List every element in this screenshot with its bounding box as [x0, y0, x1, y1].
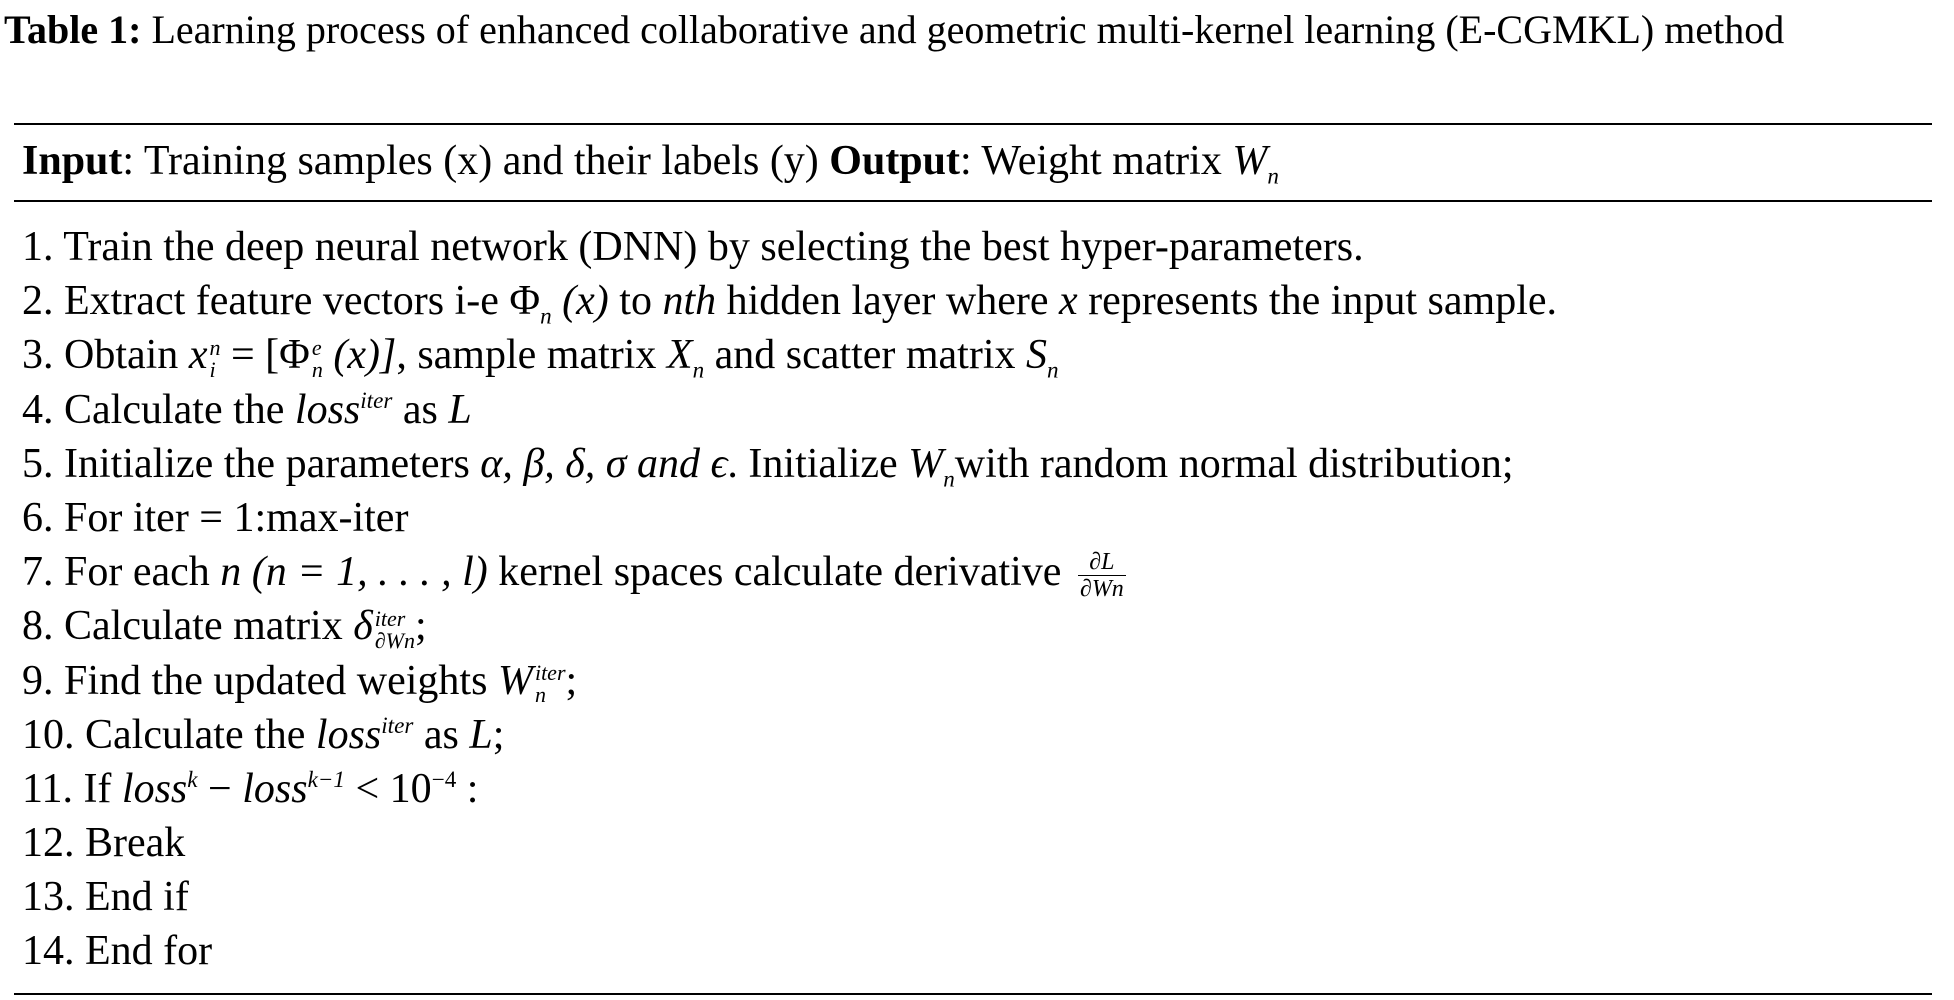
- step-2-d: represents the input sample.: [1077, 278, 1558, 325]
- step-7-b: kernel spaces calculate derivative: [487, 549, 1072, 596]
- step-5-a: 5. Initialize the parameters: [22, 440, 481, 487]
- io-row: [22, 130, 1279, 192]
- step-9-W-sub: n: [534, 681, 546, 707]
- step-5-params: α, β, δ, σ and ϵ: [480, 440, 728, 487]
- step-1: [22, 220, 1557, 274]
- step-8-delta-scripts: [374, 605, 415, 653]
- input-label: Input: [22, 138, 123, 184]
- step-11-a: 11. If: [22, 765, 122, 812]
- step-3: [22, 328, 1557, 382]
- step-6: [22, 491, 1557, 545]
- step-3-a: 3. Obtain: [22, 332, 189, 379]
- table-caption: [4, 4, 1939, 56]
- step-2: [22, 274, 1557, 328]
- step-4-L: L: [448, 386, 472, 433]
- step-10-c: ;: [492, 711, 505, 758]
- step-8-delta-sup: iter: [374, 605, 406, 631]
- step-3-x-sub: i: [209, 356, 216, 382]
- step-11-b: :: [456, 765, 479, 812]
- step-7: [22, 545, 1557, 602]
- step-12: [22, 816, 1557, 870]
- table-bottom-rule: [14, 993, 1932, 995]
- step-2-nth: nth: [662, 278, 717, 325]
- step-11-loss2: loss: [242, 765, 308, 812]
- step-2-phi-sub: n: [540, 302, 552, 329]
- step-14: [22, 924, 1557, 978]
- step-6-text: 6. For iter = 1:max-iter: [22, 494, 409, 541]
- step-9: [22, 654, 1557, 708]
- step-3-phi-scripts: [311, 334, 323, 382]
- step-4-b: as: [392, 386, 449, 433]
- step-8-a: 8. Calculate matrix: [22, 603, 354, 650]
- output-symbol: W: [1232, 138, 1268, 184]
- step-13: [22, 870, 1557, 924]
- step-9-b: ;: [565, 657, 578, 704]
- step-3-arg: (x)]: [322, 332, 397, 379]
- fraction-denominator: ∂Wn: [1079, 575, 1124, 602]
- fraction-numerator: ∂L: [1078, 549, 1126, 576]
- step-11-loss1: loss: [121, 765, 188, 812]
- input-text: : Training samples (x) and their labels (y): [122, 138, 819, 184]
- step-11-loss2-sup: k−1: [307, 765, 345, 792]
- step-2-c: hidden layer where: [716, 278, 1059, 325]
- step-4-loss: loss: [294, 386, 361, 433]
- step-10: [22, 708, 1557, 762]
- step-10-L: L: [469, 711, 493, 758]
- step-8-b: ;: [414, 603, 427, 650]
- step-10-a: 10. Calculate the: [22, 711, 316, 758]
- step-3-X: X: [666, 332, 693, 379]
- output-text: : Weight matrix: [960, 138, 1222, 184]
- step-3-b: , sample matrix: [396, 332, 667, 379]
- step-3-x: x: [188, 332, 208, 379]
- step-3-x-sup: n: [209, 334, 221, 360]
- caption-text: Learning process of enhanced collaborative and geometric multi-kernel learning (E-CGMKL) method: [151, 7, 1785, 52]
- step-7-a: 7. For each: [22, 549, 221, 596]
- step-5: [22, 437, 1557, 491]
- step-2-b: to: [608, 278, 663, 325]
- step-11-lt: < 10: [344, 765, 432, 812]
- step-3-eq: = [Φ: [220, 332, 310, 379]
- step-12-text: 12. Break: [22, 820, 186, 867]
- step-9-W-scripts: [534, 659, 566, 707]
- step-3-phi-sub: n: [311, 356, 323, 382]
- caption-label: Table 1:: [4, 7, 142, 52]
- step-5-W: W: [908, 440, 944, 487]
- step-3-phi-sup: e: [311, 334, 322, 360]
- step-9-W: W: [497, 657, 533, 704]
- step-11-loss1-sup: k: [187, 765, 198, 792]
- step-7-range: (n = 1, . . . , l): [241, 549, 488, 596]
- step-3-S: S: [1026, 332, 1047, 379]
- step-4-loss-sup: iter: [360, 386, 393, 413]
- step-3-X-sub: n: [692, 356, 705, 383]
- step-10-loss-sup: iter: [381, 711, 414, 738]
- step-14-text: 14. End for: [22, 928, 213, 975]
- step-3-x-scripts: [209, 334, 221, 382]
- output-label: Output: [829, 138, 961, 184]
- step-2-x: x: [1059, 278, 1078, 325]
- step-9-a: 9. Find the updated weights: [22, 657, 498, 704]
- step-2-phi: Φ: [509, 278, 541, 325]
- algorithm-steps: [22, 220, 1557, 979]
- step-10-b: as: [413, 711, 470, 758]
- step-5-W-sub: n: [943, 465, 955, 492]
- step-7-n: n: [220, 549, 242, 596]
- table-header-rule: [14, 200, 1932, 202]
- step-5-b: . Initialize: [727, 440, 909, 487]
- output-symbol-sub: n: [1267, 162, 1279, 189]
- step-1-text: 1. Train the deep neural network (DNN) by selecting the best hyper-parameters.: [22, 224, 1364, 270]
- step-10-loss: loss: [315, 711, 382, 758]
- derivative-fraction: [1078, 549, 1126, 602]
- step-2-arg: (x): [551, 278, 609, 325]
- step-11: [22, 762, 1557, 816]
- step-3-c: and scatter matrix: [704, 332, 1026, 379]
- step-2-a: 2. Extract feature vectors i-e: [22, 278, 510, 325]
- step-3-S-sub: n: [1047, 356, 1059, 383]
- step-4-a: 4. Calculate the: [22, 386, 295, 433]
- table-top-rule: [14, 123, 1932, 125]
- step-9-W-sup: iter: [534, 659, 566, 685]
- step-8-delta: δ: [353, 603, 373, 650]
- step-4: [22, 383, 1557, 437]
- step-13-text: 13. End if: [22, 874, 189, 921]
- step-5-c: with random normal distribution;: [954, 440, 1514, 487]
- step-8: [22, 599, 1557, 653]
- step-8-delta-sub: ∂Wn: [374, 627, 415, 653]
- step-11-pow: −4: [431, 765, 457, 792]
- step-11-minus: −: [197, 765, 243, 812]
